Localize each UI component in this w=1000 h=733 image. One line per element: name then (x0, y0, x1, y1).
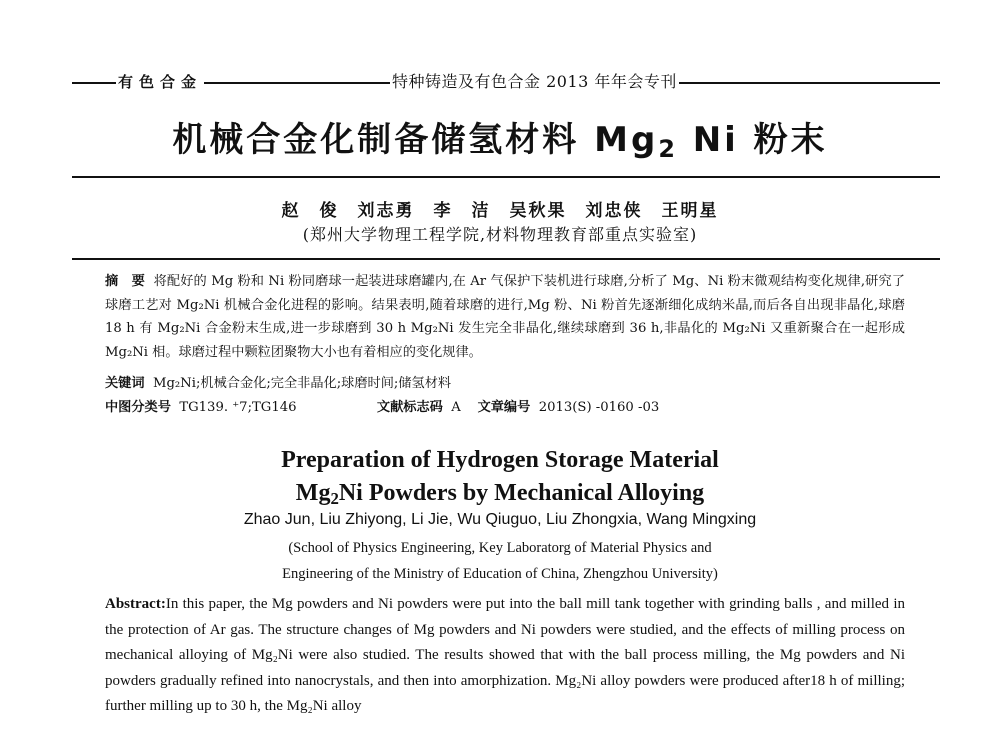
english-title-line2 (0, 477, 1000, 515)
affiliation-en-line1: (School of Physics Engineering, Key Laboratorg of Material Physics and (288, 540, 712, 556)
abstract-en-label: Abstract (105, 596, 161, 612)
doc-code-value: A (451, 400, 461, 415)
title-rule-top (72, 176, 940, 178)
english-title-prefix: Mg (295, 480, 331, 506)
title-cn-suffix: Ni 粉末 (677, 120, 828, 160)
abstract-cn-label: 摘 要 (105, 274, 145, 289)
title-cn-subscript: 2 (658, 134, 678, 163)
doc-code-label: 文献标志码 (376, 400, 443, 415)
keywords-label: 关键词 (105, 376, 145, 391)
running-header (72, 72, 940, 92)
english-title (0, 444, 1000, 515)
keywords-cn (105, 374, 451, 394)
journal-name: 有色合金 (118, 73, 203, 91)
clc-label: 中图分类号 (105, 400, 171, 415)
authors-cn: 赵 俊 刘志勇 李 洁 吴秋果 刘忠侠 王明星 (281, 201, 719, 221)
affiliation-en-line2: Engineering of the Ministry of Education of China, Zhengzhou University) (282, 566, 718, 582)
abstract-en: Abstract:In this paper, the Mg powders and Ni powders were put into the ball mill tank together with grinding balls , and milled in the protection of Ar gas. The structure changes of Mg powders and Ni powders were studied, and the effects of milling process on mechanical alloying of Mg₂Ni were also studied. The results showed that with the ball process milling, the Mg powders and Ni powders gradually refined into nanocrystals, and then into amorphization. Mg₂Ni alloy powders were produced after18 h of milling; further milling up to 30 h, the Mg₂Ni alloy (105, 596, 905, 714)
title-rule-bottom (72, 258, 940, 260)
article-no-value: 2013(S) -0160 -03 (538, 400, 660, 415)
article-no-label: 文章编号 (477, 400, 531, 415)
abstract-en-text: In this paper, the Mg powders and Ni powders were put into the ball mill tank together with grinding balls , and milled in the protection of Ar gas. The structure changes of Mg powders and Ni powders were studied, and the effects of milling process on mechanical alloying of Mg₂Ni were also studied. The results showed that with the ball process milling, the Mg powders and Ni powders gradually refined into nanocrystals, and then into amorphization. Mg₂Ni alloy powders were produced after18 h of milling; further milling up to 30 h, the Mg₂Ni alloy (105, 596, 905, 714)
issue-info: 特种铸造及有色合金 2013 年年会专刊 (392, 72, 677, 91)
affiliation-cn: (郑州大学物理工程学院,材料物理教育部重点实验室) (302, 225, 698, 244)
title-cn-prefix: 机械合金化制备储氢材料 Mg (172, 120, 659, 160)
abstract-cn-text: 将配好的 Mg 粉和 Ni 粉同磨球一起装进球磨罐内,在 Ar 气保护下装机进行球磨,分析了 Mg、Ni 粉末微观结构变化规律,研究了球磨工艺对 Mg₂Ni 机械合金化进程的影响。结果表明,随着球磨的进行,Mg 粉、Ni 粉首先逐渐细化成纳米晶,而后各自出现非晶化,球磨 18 h 有 Mg₂Ni 合金粉末生成,进一步球磨到 30 h Mg₂Ni 发生完全非晶化,继续球磨到 36 h,非晶化的 Mg₂Ni 又重新聚合在一起形成 Mg₂Ni 相。球磨过程中颗粒团聚物大小也有着相应的变化规律。 (105, 274, 905, 360)
page-title (0, 118, 1000, 171)
classification-row (105, 398, 659, 418)
english-title-subscript: 2 (330, 489, 339, 509)
abstract-cn (105, 270, 905, 364)
keywords-text: Mg₂Ni;机械合金化;完全非晶化;球磨时间;储氢材料 (152, 376, 452, 391)
clc-value: TG139. ⁺7;TG146 (179, 400, 297, 415)
english-title-suffix: Ni Powders by Mechanical Alloying (338, 480, 705, 506)
english-title-line1: Preparation of Hydrogen Storage Material (281, 447, 719, 473)
authors-en: Zhao Jun, Liu Zhiyong, Li Jie, Wu Qiuguo, Liu Zhongxia, Wang Mingxing (243, 511, 757, 528)
